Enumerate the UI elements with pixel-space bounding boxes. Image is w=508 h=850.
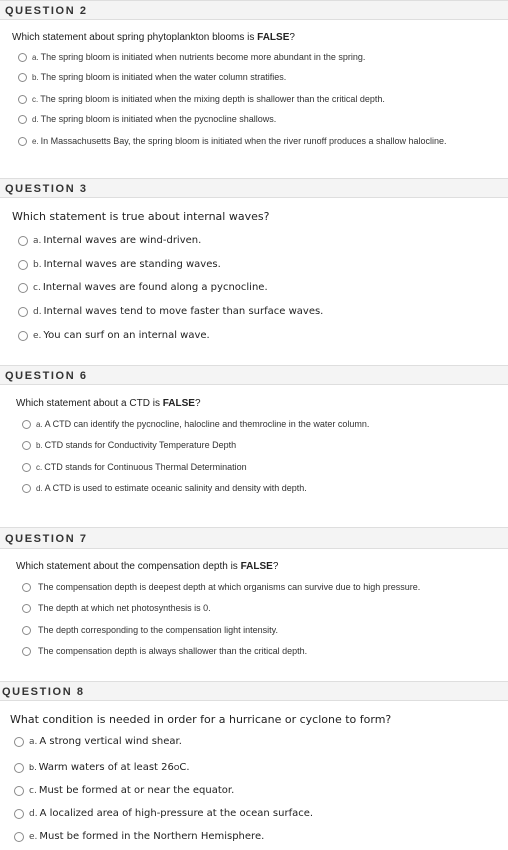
radio-button[interactable] xyxy=(22,420,31,429)
question-stem: Which statement about a CTD is FALSE? xyxy=(16,398,201,409)
option-d[interactable]: d. A CTD is used to estimate oceanic salinity and density with depth. xyxy=(22,483,307,493)
question-header: QUESTION 6 xyxy=(0,365,508,385)
question-stem: Which statement about spring phytoplankton blooms is FALSE? xyxy=(12,32,295,43)
question-header: QUESTION 8 xyxy=(0,681,508,701)
question-header: QUESTION 3 xyxy=(0,178,508,198)
radio-button[interactable] xyxy=(14,832,24,842)
radio-button[interactable] xyxy=(18,53,27,62)
radio-button[interactable] xyxy=(18,236,28,246)
radio-button[interactable] xyxy=(18,137,27,146)
radio-button[interactable] xyxy=(18,115,27,124)
option-d[interactable]: d. The spring bloom is initiated when the pycnocline shallows. xyxy=(18,114,276,124)
option-b[interactable]: b. CTD stands for Conductivity Temperature Depth xyxy=(22,440,236,450)
radio-button[interactable] xyxy=(14,763,24,773)
radio-button[interactable] xyxy=(18,331,28,341)
option-c[interactable]: c. Must be formed at or near the equator. xyxy=(14,785,234,796)
question-stem: What condition is needed in order for a hurricane or cyclone to form? xyxy=(10,713,392,726)
radio-button[interactable] xyxy=(14,809,24,819)
option-a[interactable]: a. Internal waves are wind-driven. xyxy=(18,235,201,246)
option-d[interactable]: d. Internal waves tend to move faster than surface waves. xyxy=(18,306,323,317)
question-stem: Which statement is true about internal waves? xyxy=(12,210,270,223)
option-b[interactable]: b. Warm waters of at least 26 O C. xyxy=(14,762,190,773)
option-b[interactable]: b. The spring bloom is initiated when the water column stratifies. xyxy=(18,72,286,82)
option-a[interactable]: a. A strong vertical wind shear. xyxy=(14,736,182,747)
option-c[interactable]: c. The spring bloom is initiated when the mixing depth is shallower than the critical depth. xyxy=(18,94,385,104)
radio-button[interactable] xyxy=(18,260,28,270)
option-1[interactable]: The compensation depth is deepest depth at which organisms can survive due to high pressure. xyxy=(22,582,420,592)
radio-button[interactable] xyxy=(22,463,31,472)
option-e[interactable]: e. Must be formed in the Northern Hemisphere. xyxy=(14,831,264,842)
question-header: QUESTION 7 xyxy=(0,527,508,549)
option-a[interactable]: a. The spring bloom is initiated when nutrients become more abundant in the spring. xyxy=(18,52,365,62)
option-e[interactable]: e. In Massachusetts Bay, the spring bloom is initiated when the river runoff produces a shallow halocline. xyxy=(18,136,447,146)
option-4[interactable]: The compensation depth is always shallower than the critical depth. xyxy=(22,646,307,656)
option-2[interactable]: The depth at which net photosynthesis is 0. xyxy=(22,603,211,613)
radio-button[interactable] xyxy=(22,647,31,656)
radio-button[interactable] xyxy=(18,95,27,104)
option-e[interactable]: e. You can surf on an internal wave. xyxy=(18,330,210,341)
radio-button[interactable] xyxy=(22,484,31,493)
option-3[interactable]: The depth corresponding to the compensation light intensity. xyxy=(22,625,278,635)
radio-button[interactable] xyxy=(18,283,28,293)
option-b[interactable]: b. Internal waves are standing waves. xyxy=(18,259,221,270)
option-a[interactable]: a. A CTD can identify the pycnocline, halocline and themrocline in the water column. xyxy=(22,419,369,429)
question-stem: Which statement about the compensation depth is FALSE? xyxy=(16,561,279,572)
option-d[interactable]: d. A localized area of high-pressure at the ocean surface. xyxy=(14,808,313,819)
question-header: QUESTION 2 xyxy=(0,0,508,20)
option-c[interactable]: c. CTD stands for Continuous Thermal Determination xyxy=(22,462,247,472)
radio-button[interactable] xyxy=(22,583,31,592)
radio-button[interactable] xyxy=(14,737,24,747)
option-c[interactable]: c. Internal waves are found along a pycnocline. xyxy=(18,282,268,293)
radio-button[interactable] xyxy=(22,626,31,635)
radio-button[interactable] xyxy=(18,73,27,82)
radio-button[interactable] xyxy=(22,441,31,450)
radio-button[interactable] xyxy=(22,604,31,613)
radio-button[interactable] xyxy=(14,786,24,796)
radio-button[interactable] xyxy=(18,307,28,317)
